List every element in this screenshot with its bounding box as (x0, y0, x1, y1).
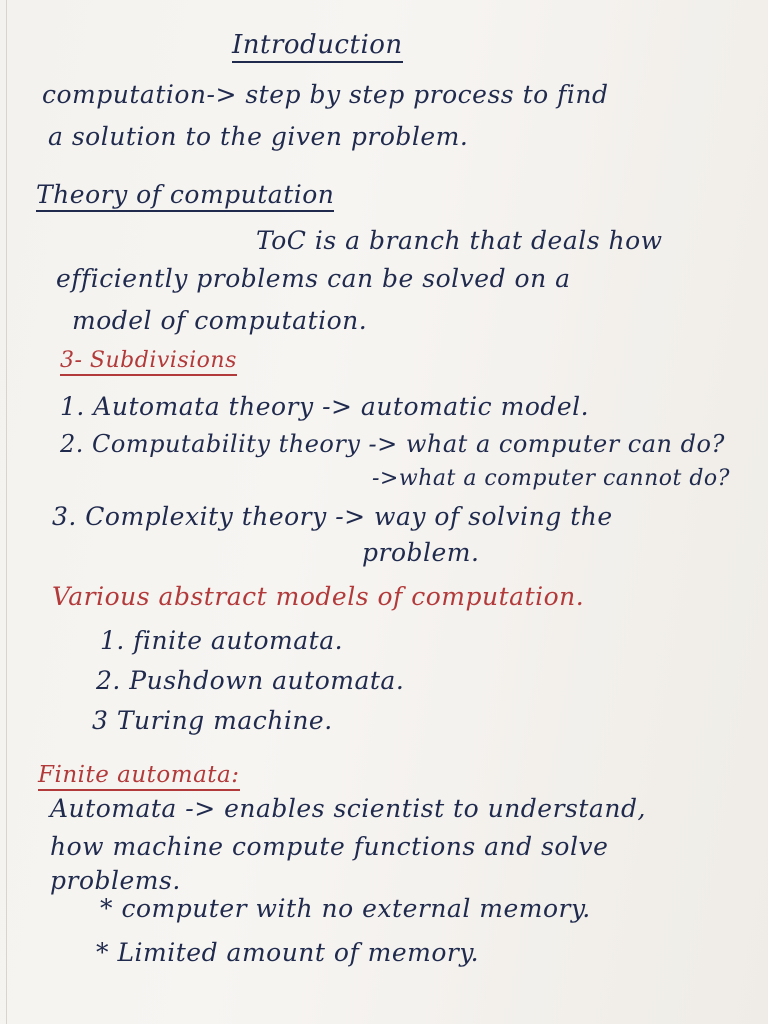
page-title: Introduction (232, 30, 403, 63)
finite-heading: Finite automata: (38, 762, 240, 791)
models-heading: Various abstract models of computation. (52, 582, 585, 611)
toc-line-3: model of computation. (72, 306, 368, 335)
toc-line-1: ToC is a branch that deals how (256, 226, 663, 255)
subdivision-item: 3. Complexity theory -> way of solving the (52, 502, 613, 531)
subdivision-item: problem. (362, 538, 480, 567)
finite-line-2: how machine compute functions and solve (50, 832, 609, 861)
finite-line-3: problems. (50, 866, 181, 895)
subdivision-item: 1. Automata theory -> automatic model. (60, 392, 590, 421)
subdivision-item: 2. Computability theory -> what a computer can do? (60, 430, 725, 458)
finite-bullet: * computer with no external memory. (100, 894, 591, 923)
subdivision-item: ->what a computer cannot do? (372, 466, 730, 491)
model-item: 1. finite automata. (100, 626, 344, 655)
intro-line-2: a solution to the given problem. (48, 122, 469, 151)
page-margin-line (6, 0, 7, 1024)
subdivisions-heading: 3- Subdivisions (60, 348, 237, 376)
model-item: 2. Pushdown automata. (96, 666, 405, 695)
toc-heading: Theory of computation (36, 180, 334, 212)
finite-bullet: * Limited amount of memory. (96, 938, 480, 967)
toc-line-2: efficiently problems can be solved on a (56, 264, 571, 293)
intro-line-1: computation-> step by step process to find (42, 80, 609, 109)
model-item: 3 Turing machine. (92, 706, 333, 735)
finite-line-1: Automata -> enables scientist to understand, (50, 794, 646, 823)
